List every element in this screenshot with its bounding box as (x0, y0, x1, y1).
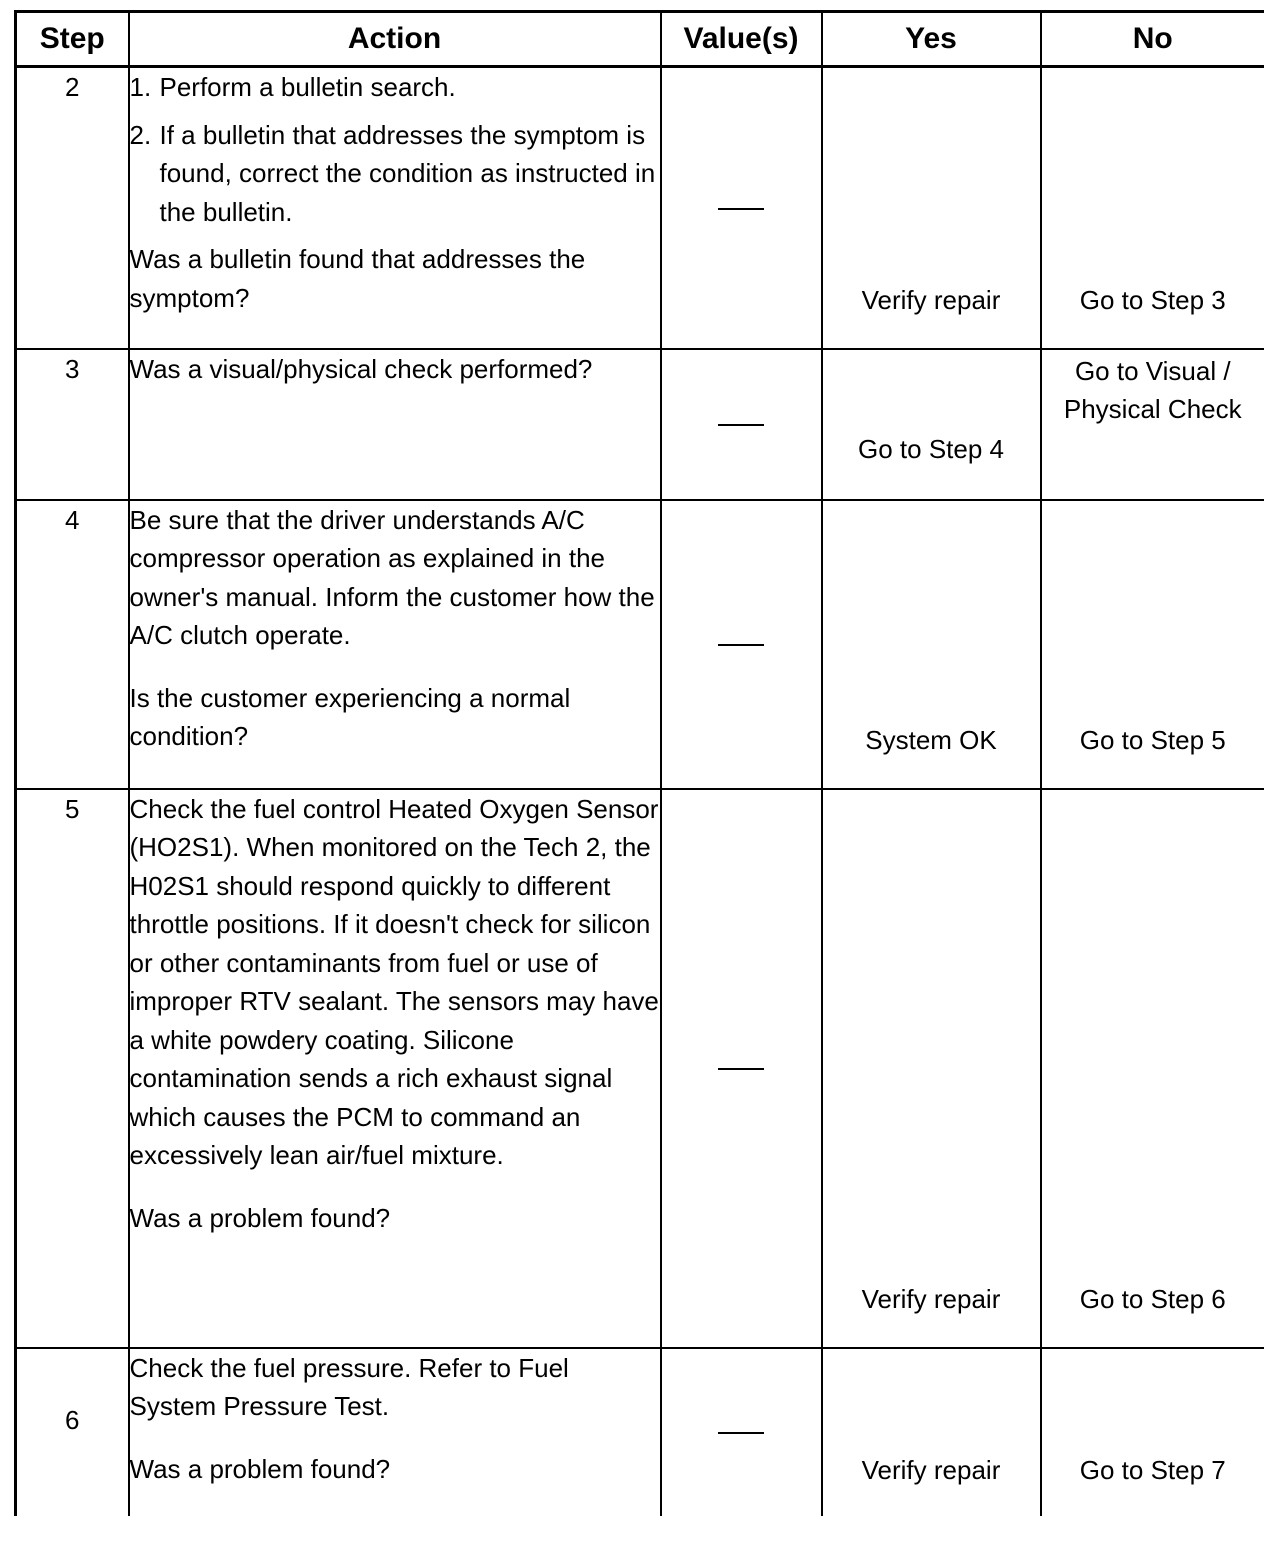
yes-result: Verify repair (861, 1284, 1001, 1314)
header-action: Action (129, 12, 661, 67)
no-result: Go to Step 5 (1079, 725, 1226, 755)
no-cell (1041, 1348, 1265, 1517)
value-cell (661, 1348, 822, 1517)
value-cell (661, 349, 822, 500)
table-row-step-5 (16, 789, 1265, 1348)
diagnostic-table (14, 10, 1264, 1516)
action-question: Was a bulletin found that addresses the symptom? (129, 244, 586, 313)
no-result: Go to Step 3 (1079, 285, 1226, 315)
yes-result: Go to Step 4 (858, 434, 1004, 464)
step-number: 5 (16, 789, 129, 1348)
action-cell (129, 1348, 661, 1517)
action-text: Check the fuel control Heated Oxygen Sensor (HO2S1). When monitored on the Tech 2, the H02S1 should respond quickly to different throttle positions. If it doesn't check for silicon or other contaminants from fuel or use of improper RTV sealant. The sensors may have a white powdery coating. Silicone contamination sends a rich exhaust signal which causes the PCM to command an excessively lean air/fuel mixture. (129, 793, 659, 1170)
action-question: Was a problem found? (129, 1453, 391, 1484)
action-item-number: 1. (129, 72, 152, 102)
action-item-number: 2. (129, 119, 152, 150)
action-question: Is the customer experiencing a normal condition? (129, 682, 571, 751)
value-cell (661, 67, 822, 349)
value-cell (661, 789, 822, 1348)
no-cell (1041, 349, 1265, 500)
action-cell (129, 349, 661, 500)
action-text: Be sure that the driver understands A/C compressor operation as explained in the owner's manual. Inform the customer how the A/C clutch operate. (129, 504, 655, 650)
yes-result: Verify repair (861, 1454, 1001, 1485)
value-dash (718, 208, 764, 210)
header-step: Step (16, 12, 129, 67)
header-yes: Yes (822, 12, 1041, 67)
table-row-step-3 (16, 349, 1265, 500)
step-number: 3 (16, 349, 129, 500)
table-row-step-6 (16, 1348, 1265, 1517)
yes-cell (822, 500, 1041, 789)
header-no: No (1041, 12, 1265, 67)
action-item-text: Perform a bulletin search. (159, 72, 456, 102)
no-result: Go to Visual / Physical Check (1063, 355, 1242, 424)
action-cell (129, 67, 661, 349)
yes-result: Verify repair (861, 285, 1001, 315)
action-cell (129, 789, 661, 1348)
yes-cell (822, 67, 1041, 349)
action-item (130, 68, 660, 107)
step-number: 2 (16, 67, 129, 349)
table-row-step-2 (16, 67, 1265, 349)
action-item-text: If a bulletin that addresses the symptom is found, correct the condition as instructed in the bulletin. (159, 119, 656, 227)
table-header-row (16, 12, 1265, 67)
action-question: Was a visual/physical check performed? (129, 353, 593, 384)
no-result: Go to Step 7 (1079, 1454, 1226, 1485)
header-values: Value(s) (661, 12, 822, 67)
action-question: Was a problem found? (129, 1202, 391, 1233)
yes-cell (822, 1348, 1041, 1517)
action-text: Check the fuel pressure. Refer to Fuel System Pressure Test. (129, 1352, 569, 1421)
no-result: Go to Step 6 (1079, 1284, 1226, 1314)
table-row-step-4 (16, 500, 1265, 789)
value-dash (718, 644, 764, 646)
value-cell (661, 500, 822, 789)
value-dash (718, 1432, 764, 1434)
step-number: 6 (16, 1348, 129, 1517)
diagnostic-table-frame (14, 10, 1264, 1516)
yes-cell (822, 349, 1041, 500)
no-cell (1041, 67, 1265, 349)
value-dash (718, 424, 764, 426)
value-dash (718, 1068, 764, 1070)
no-cell (1041, 500, 1265, 789)
yes-result: System OK (865, 725, 997, 755)
no-cell (1041, 789, 1265, 1348)
action-list (130, 68, 660, 231)
yes-cell (822, 789, 1041, 1348)
action-item (130, 116, 660, 232)
step-number: 4 (16, 500, 129, 789)
action-cell (129, 500, 661, 789)
